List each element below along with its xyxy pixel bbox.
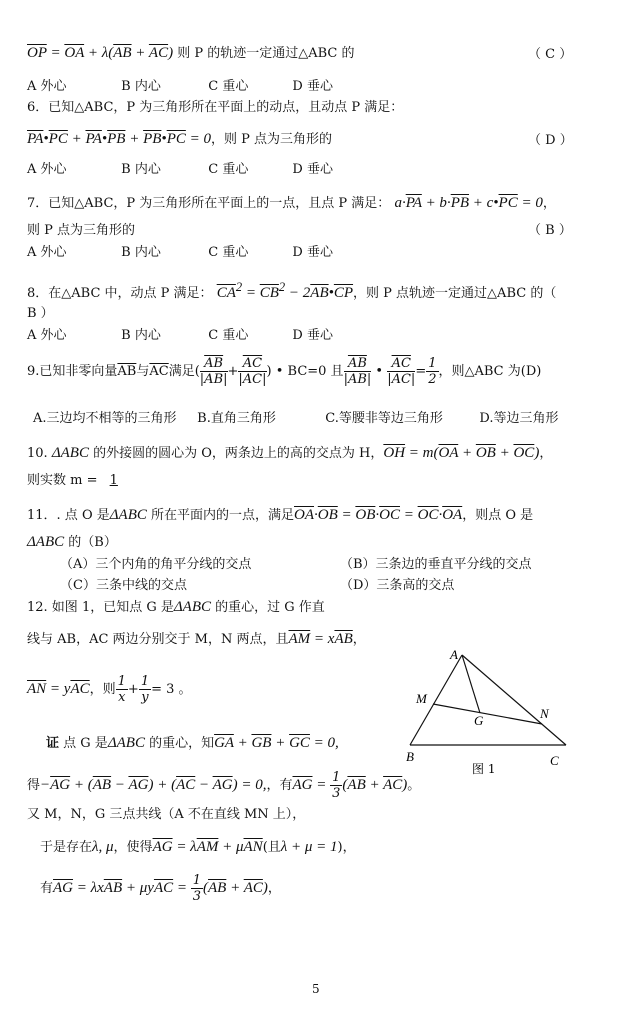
q11-stem-line: 11．. 点 O 是ΔABC 所在平面内的一点，满足$\overline{OA}\cdot\overline{OB} = \overline{OB}\cdot\overline{OC} = \overline{OC}\cdot\overline{OA}$，则点 O 是 [27, 507, 534, 523]
q12-frac-x: $\frac{1}{x}$ [117, 674, 126, 705]
q7-stem: 7．已知△ABC，P 为三角形所在平面上的一点，且点 P 满足： [27, 196, 391, 211]
q12-proof1b: 的重心，知 [144, 736, 215, 751]
q9-option-b: B.直角三角形 [197, 411, 276, 426]
label-a: A [450, 647, 458, 662]
q5-formula: $\overline{OP} = \overline{OA} + \lambda(\overline{AB} + \overline{AC})$ [27, 45, 174, 61]
q12-stem-line: 12. 如图 1，已知点 G 是ΔABC 的重心，过 G 作直 [27, 599, 325, 615]
q10-line2-text: 则实数 m = [27, 473, 102, 488]
q7-options [27, 244, 333, 262]
q8-option-d: D 垂心 [292, 328, 333, 343]
q8-stem-line [27, 278, 556, 303]
q12-proof2-formula: $-\overline{AG} + (\overline{AB} - \overline{AG}) + (\overline{AC} - \overline{AG}) = 0$, [40, 777, 267, 793]
q12-proof4-pre: 于是存在 [40, 840, 93, 855]
q11-mid: 所在平面内的一点，满足 [146, 508, 295, 523]
q7-option-c: C 重心 [208, 245, 249, 260]
page-number: 5 [312, 982, 320, 996]
q8-option-b: B 内心 [121, 328, 161, 343]
q7-stem-line: 7．已知△ABC，P 为三角形所在平面上的一点，且点 P 满足： $a\cdot\overline{PA} + b\cdot\overline{PB}$ + $c•\overline{PC} = 0$， [27, 195, 556, 211]
q6-option-a: A 外心 [27, 162, 67, 177]
q10-stem-line: 10. ΔABC 的外接圆的圆心为 O，两条边上的高的交点为 H，$\overline{OH} = m(\overline{OA} + \overline{OB} + \overline{OC})$， [27, 445, 553, 461]
q6-stem: 6．已知△ABC，P 为三角形所在平面上的动点，且动点 P 满足： [27, 100, 404, 115]
q9-satisfy: 满足( [168, 364, 200, 379]
q9-option-a: A.三边均不相等的三角形 [33, 411, 177, 426]
q9-stem: 9.已知非零向量 [27, 364, 118, 379]
q12-proof-line4: 于是存在λ, μ，使得$\overline{AG} = \lambda\overline{AM} + \mu\overline{AN}$(且λ + μ = 1)， [40, 839, 356, 855]
q9-and: 与 [136, 364, 150, 379]
q6-option-b: B 内心 [121, 162, 161, 177]
label-n: N [540, 706, 549, 721]
q12-line3-mid: ，则 [89, 682, 116, 697]
q11-option-d: （D）三条高的交点 [340, 578, 455, 593]
q6-tail: ，则 P 点为三角形的 [210, 132, 332, 147]
q8-option-a: A 外心 [27, 328, 67, 343]
q9-bc: ) • BC=0 且 [266, 364, 344, 379]
q6-option-c: C 重心 [208, 162, 249, 177]
q8-option-c: C 重心 [208, 328, 249, 343]
q8-stem: 8．在△ABC 中，动点 P 满足： [27, 286, 213, 301]
label-m: M [416, 691, 427, 706]
q9-line: 9.已知非零向量$\overline{AB}$与$\overline{AC}$满足( $\frac{\overline{AB}}{|AB|}$ + $\frac{\overline{AC}}{|AC|}$ ) • BC=0 且 $\frac{\overline{AB}}{|AB|}$ • $\frac{\overline{AC}}{|AC|}$ = $\frac{1}{2}$ ，则△ABC 为(D) [27, 356, 542, 387]
q12-proof2-pre: 得 [27, 778, 41, 793]
q11-line2-text: 的（B） [64, 535, 117, 550]
q5-option-a: A 外心 [27, 79, 67, 94]
q12-frac-y: $\frac{1}{y}$ [140, 674, 150, 705]
q9-option-c: C.等腰非等边三角形 [325, 411, 443, 426]
q8-options [27, 327, 333, 345]
q12-line3-end: = 3 。 [151, 682, 192, 697]
q7-answer: （ B ） [528, 223, 572, 238]
label-c: C [550, 753, 559, 768]
q6-formula: $\overline{PA}•\overline{PC}$ + $\overline{PA}•\overline{PB}$ + $\overline{PB}•\overline{PC} = 0$ [27, 131, 211, 147]
q12-proof-label: 证 [46, 736, 60, 751]
q12-proof4-end: (且 [262, 840, 281, 855]
q11-option-a: （A）三个内角的角平分线的交点 [60, 557, 252, 572]
q5-answer: （ C ） [528, 47, 573, 62]
q12-proof1: 点 G 是 [63, 736, 108, 751]
figure-caption: 图 1 [472, 762, 496, 775]
q5-option-b: B 内心 [121, 79, 161, 94]
q6-options [27, 161, 333, 179]
q12-an-formula: $\overline{AN} = y\overline{AC}$ [27, 681, 90, 697]
q12-line2: 线与 AB，AC 两边分别交于 M，N 两点，且$\overline{AM} = x\overline{AB}$， [27, 631, 366, 647]
q12-proof3: 又 M，N，G 三点共线（A 不在直线 MN 上）， [27, 807, 306, 822]
q9-frac-ab2: $\frac{\overline{AB}}{|AB|}$ [343, 356, 372, 387]
q12-stem: 12. 如图 1，已知点 G 是 [27, 600, 174, 615]
q7-formula: $a\cdot\overline{PA} + b\cdot\overline{PB}$ + $c•\overline{PC} = 0$ [394, 195, 543, 211]
q5-formula-line [27, 44, 355, 63]
q8-tail: ，则 P 点轨迹一定通过△ABC 的（ [353, 286, 557, 301]
line-mn [433, 704, 542, 724]
q9-frac-ac2: $\frac{\overline{AC}}{|AC|}$ [387, 356, 416, 387]
side-ac [462, 655, 566, 745]
q12-proof-line2: 得$-\overline{AG} + (\overline{AB} - \overline{AG}) + (\overline{AC} - \overline{AG}) = 0$,，有$\overline{AG}$ = $\frac{1}{3}$ $(\overline{AB} + \overline{AC})$。 [27, 770, 421, 801]
label-b: B [406, 749, 414, 764]
q12-line2-text: 线与 AB，AC 两边分别交于 M，N 两点，且 [27, 632, 289, 647]
q12-frac-third-2: $\frac{1}{3}$ [192, 873, 202, 904]
q10-value: 1 [109, 473, 118, 488]
q12-stem-b: 的重心，过 G 作直 [211, 600, 325, 615]
q9-frac-ac: $\frac{\overline{AC}}{|AC|}$ [238, 356, 267, 387]
q5-option-d: D 垂心 [292, 79, 333, 94]
median-ag [462, 655, 480, 713]
q9-options [33, 410, 559, 428]
q11-option-c: （C）三条中线的交点 [60, 578, 187, 593]
q9-half: = [415, 364, 427, 379]
q8-formula: $\overline{CA}^2 = \overline{CB}^2$ − $2\overline{AB}•\overline{CP}$ [216, 280, 354, 301]
q7-option-b: B 内心 [121, 245, 161, 260]
q12-proof-line1: 证 点 G 是ΔABC 的重心，知$\overline{GA} + \overline{GB} + \overline{GC} = 0$, [46, 735, 339, 751]
q10-formula: $\overline{OH} = m(\overline{OA} + \overline{OB} + \overline{OC})$ [383, 445, 540, 461]
q10-mid: 的外接圆的圆心为 O，两条边上的高的交点为 H， [88, 446, 384, 461]
q10-line2 [27, 472, 126, 490]
q12-am-formula: $\overline{AM} = x\overline{AB}$ [288, 631, 353, 647]
q11-tail: ，则点 O 是 [462, 508, 534, 523]
q5-option-c: C 重心 [208, 79, 249, 94]
q11-stem: 11．. 点 O 是 [27, 508, 110, 523]
q11-formula: $\overline{OA}\cdot\overline{OB} = \overline{OB}\cdot\overline{OC} = \overline{OC}\cdot\overline{OA}$ [294, 507, 463, 523]
q9-frac-half: $\frac{1}{2}$ [428, 356, 437, 387]
q6-formula-line [27, 130, 332, 149]
q12-proof4-mid: ，使得 [113, 840, 153, 855]
q12-proof1-formula: $\overline{GA} + \overline{GB} + \overline{GC} = 0$, [214, 735, 339, 751]
q9-tail: ，则△ABC 为(D) [438, 364, 542, 379]
q7-option-d: D 垂心 [292, 245, 333, 260]
q5-text: 则 P 的轨迹一定通过△ABC 的 [177, 46, 355, 61]
q12-proof-line5: 有$\overline{AG} = \lambda x\overline{AB} + \mu y\overline{AC}$ = $\frac{1}{3}$ $(\overline{AB} + \overline{AC})$， [40, 873, 281, 904]
q5-options [27, 78, 333, 96]
q10-stem: 10. [27, 446, 52, 461]
label-g: G [474, 713, 484, 728]
q8-line2: B ） [27, 306, 54, 321]
q12-proof5-pre: 有 [40, 881, 54, 896]
q6-answer: （ D ） [528, 133, 573, 148]
q6-option-d: D 垂心 [292, 162, 333, 177]
q7-line2: 则 P 点为三角形的 [27, 223, 136, 238]
figure-1-triangle [400, 645, 580, 775]
q9-frac-ab: $\frac{\overline{AB}}{|AB|}$ [199, 356, 228, 387]
q11-option-b: （B）三条边的垂直平分线的交点 [340, 557, 532, 572]
q12-proof2-mid: ，有 [266, 778, 293, 793]
q11-line2: ΔABC 的（B） [27, 534, 117, 550]
q12-line3: $\overline{AN} = y\overline{AC}$，则 $\frac{1}{x}$ + $\frac{1}{y}$ = 3 。 [27, 674, 192, 705]
q12-frac-third: $\frac{1}{3}$ [332, 770, 341, 801]
q7-option-a: A 外心 [27, 245, 67, 260]
q9-option-d: D.等边三角形 [479, 411, 559, 426]
